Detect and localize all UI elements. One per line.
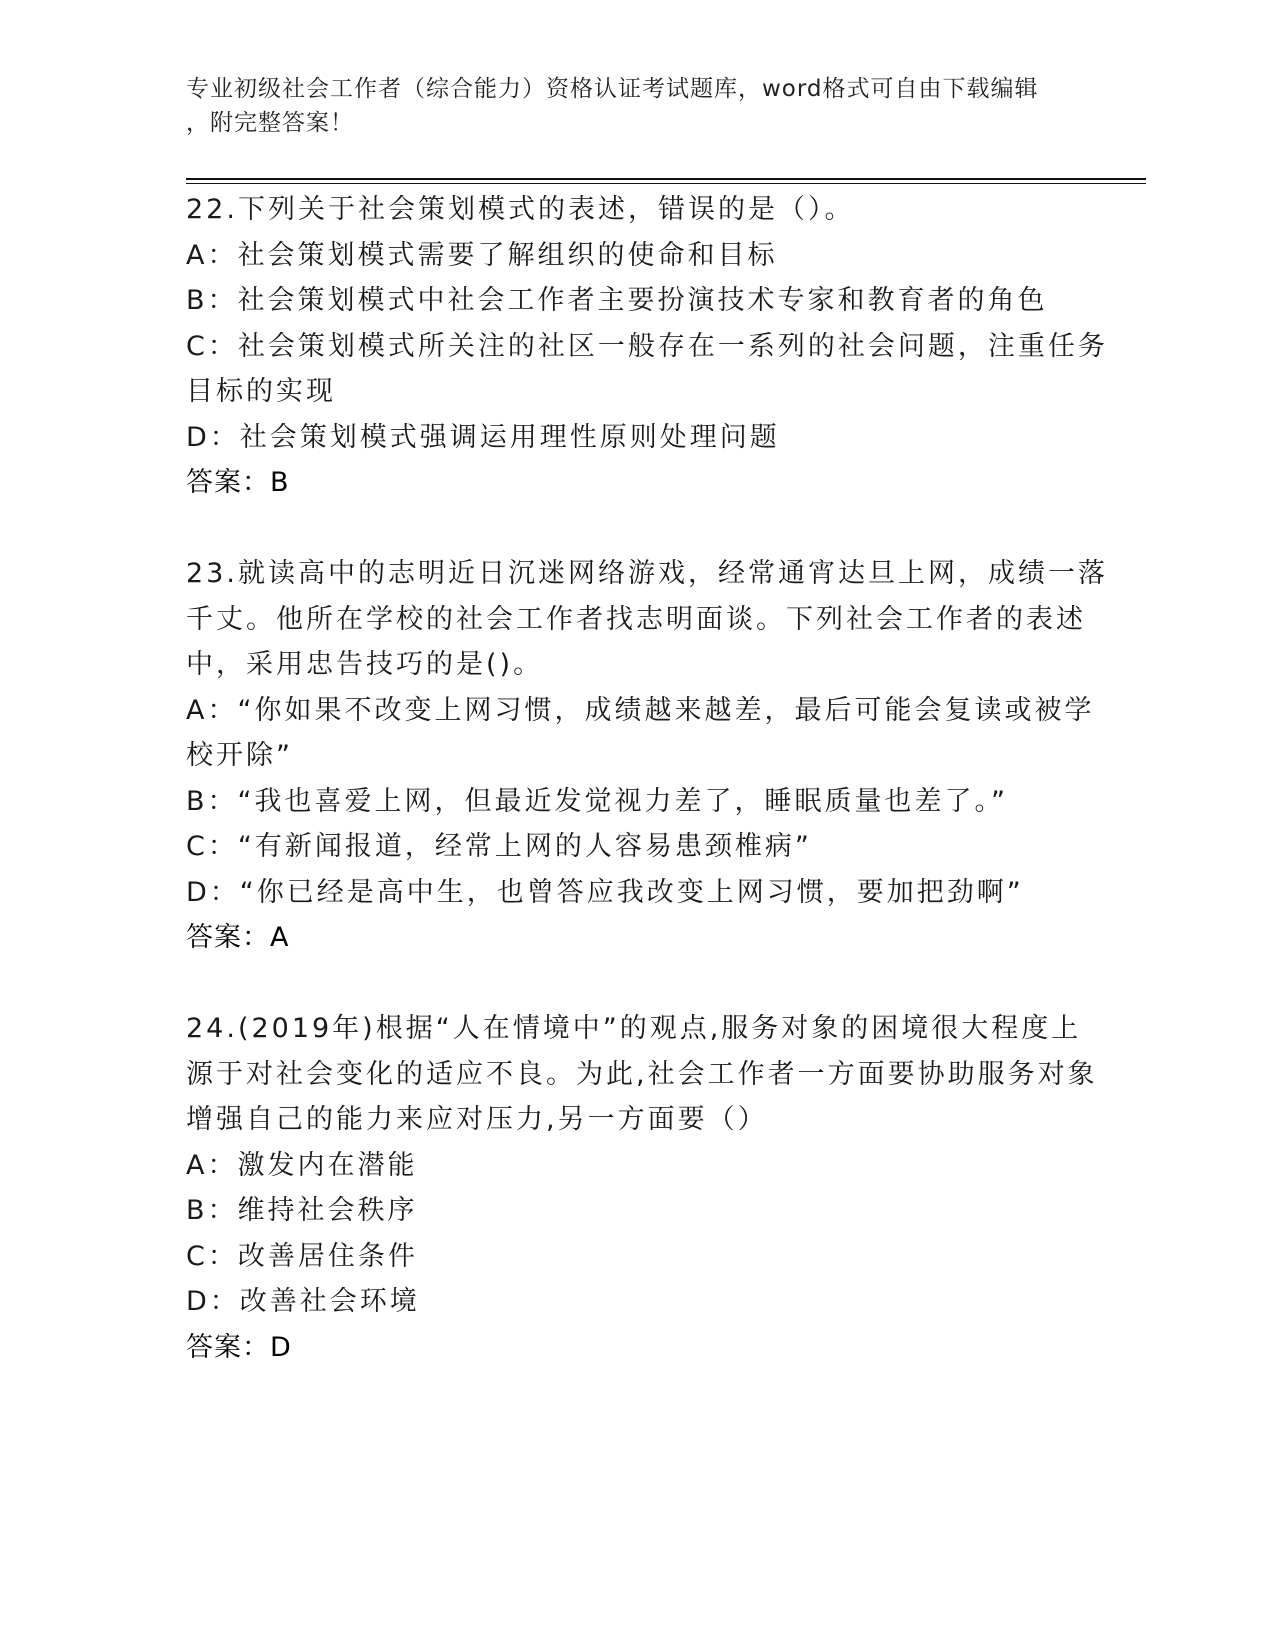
option-a: A：“你如果不改变上网习惯，成绩越来越差，最后可能会复读或被学 bbox=[186, 694, 1095, 726]
question-stem: 23.就读高中的志明近日沉迷网络游戏，经常通宵达旦上网，成绩一落 bbox=[186, 558, 1108, 589]
header-title-line-1: 专业初级社会工作者（综合能力）资格认证考试题库，word格式可自由下载编辑 bbox=[186, 76, 1039, 102]
option-a: A：社会策划模式需要了解组织的使命和目标 bbox=[186, 239, 778, 271]
option-d: D：社会策划模式强调运用理性原则处理问题 bbox=[186, 421, 780, 453]
option-b: B：维持社会秩序 bbox=[186, 1195, 418, 1226]
question-stem: 24.(2019年)根据“人在情境中”的观点,服务对象的困境很大程度上 bbox=[186, 1013, 1082, 1044]
option-d: D：“你已经是高中生，也曾答应我改变上网习惯，要加把劲啊” bbox=[186, 876, 1024, 908]
option-b: B：社会策划模式中社会工作者主要扮演技术专家和教育者的角色 bbox=[186, 285, 1048, 316]
question-stem-continued: 源于对社会变化的适应不良。为此,社会工作者一方面要协助服务对象 bbox=[186, 1058, 1098, 1090]
option-a-continued: 校开除” bbox=[186, 740, 293, 771]
question-23 bbox=[186, 551, 1108, 961]
document-header bbox=[186, 72, 1066, 140]
option-c-continued: 目标的实现 bbox=[186, 376, 336, 407]
header-divider-thick bbox=[186, 178, 1146, 180]
option-b: B：“我也喜爱上网，但最近发觉视力差了，睡眠质量也差了。” bbox=[186, 785, 1008, 817]
answer-label: 答案：D bbox=[186, 1331, 292, 1363]
question-stem-continued: 中，采用忠告技巧的是()。 bbox=[186, 649, 544, 680]
option-c: C：社会策划模式所关注的社区一般存在一系列的社会问题，注重任务 bbox=[186, 330, 1108, 362]
header-divider-thin bbox=[186, 183, 1146, 184]
question-stem: 22.下列关于社会策划模式的表述，错误的是（）。 bbox=[186, 194, 855, 225]
option-c: C：改善居住条件 bbox=[186, 1240, 418, 1272]
question-stem-continued: 增强自己的能力来应对压力,另一方面要（） bbox=[186, 1104, 768, 1135]
option-a: A：激发内在潜能 bbox=[186, 1149, 418, 1181]
answer-label: 答案：B bbox=[186, 467, 290, 498]
answer-label: 答案：A bbox=[186, 922, 290, 953]
header-title-line-2: ，附完整答案！ bbox=[186, 110, 354, 136]
question-stem-continued: 千丈。他所在学校的社会工作者找志明面谈。下列社会工作者的表述 bbox=[186, 603, 1086, 635]
question-24 bbox=[186, 1006, 1098, 1370]
question-22 bbox=[186, 187, 1108, 506]
option-d: D：改善社会环境 bbox=[186, 1286, 420, 1317]
option-c: C：“有新闻报道，经常上网的人容易患颈椎病” bbox=[186, 831, 812, 862]
